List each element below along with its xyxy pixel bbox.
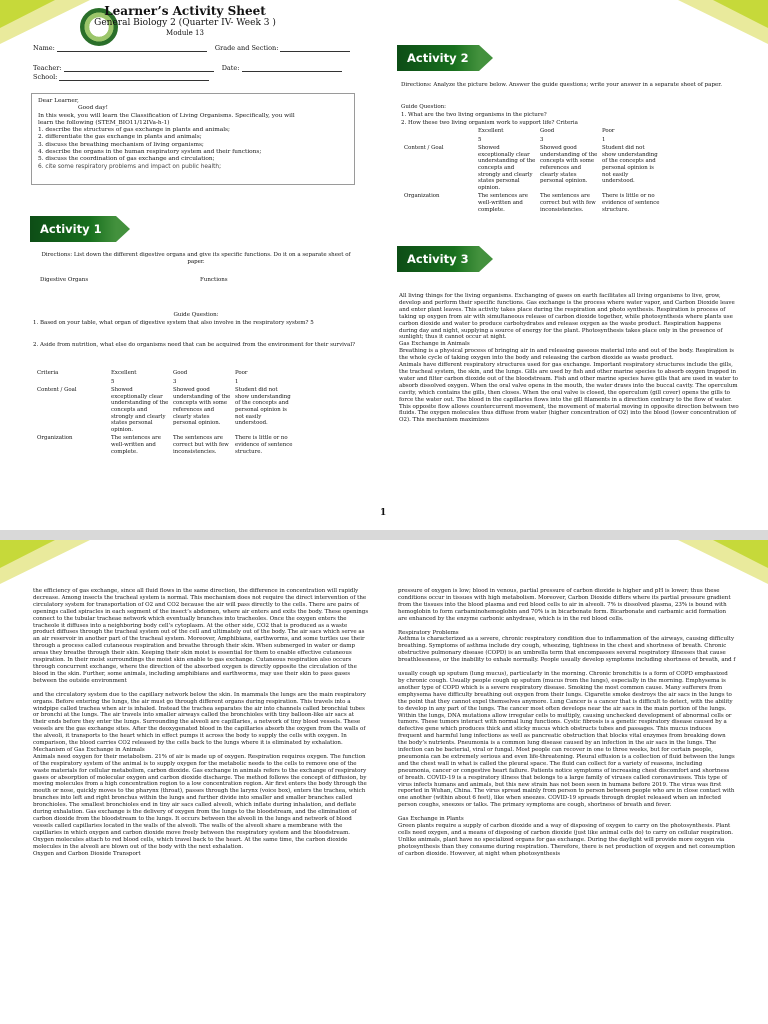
paragraph: and the circulatory system due to the capillary network below the skin. In mammals the lungs are the main respiratory organs. Before entering the lungs, the air must go through different organs during respiration. This travels into a windpipe called trachea when air is inhaled. Instead the trachea separates the air into channels called bronchial tubes or bronchi at the lungs. The air travels into smaller airways called the bronchioles with tiny balloon-like air sacs at their ends before they enter the lungs. Surrounding the alveoli are capillaries, a network of tiny blood vessels. These vessels are the gas exchange sites. After the deoxygenated blood in the capillaries absorb the oxygen from the walls of the alveoli, it transports to the heart which in effect pumps it across the body to supply the cells with oxygen. In comparison, the blood carries CO2 released by the cells back to the lungs where it is eliminated by exhalation. xyxy=(33,691,366,747)
paragraph: pressure of oxygen is low; blood in venous, partial pressure of carbon dioxide is higher and pH is lower; thus these conditions occur in tissues with high metabolism. Moreover, Carbon Dioxide differs where its partial pressure gradient from the tissues into the blood plasma and red blood cells to air in alveoli. 7% is dissolved plasma, 23% is bound with hemoglobin to form carbaminohemoglobin and 70% is in bicarbonate form. Bicarbonate and carbamic acid formation are enhanced by the enzyme carbonic anhydrase, which is in the red blood cells. xyxy=(398,588,731,622)
corner-decoration xyxy=(713,540,768,568)
rubric-score xyxy=(37,379,111,388)
grade-section-line[interactable] xyxy=(280,45,350,52)
activity-3-body xyxy=(399,293,739,424)
intro-line: 6. cite some respiratory problems and impact on public health; xyxy=(38,163,222,170)
school-label: School: xyxy=(33,73,58,81)
rubric-criteria: Content / Goal xyxy=(37,387,77,394)
activity-1-banner xyxy=(30,216,116,242)
activity-2-q1: 1. What are the two living organisms in the picture? xyxy=(401,112,547,118)
rubric-score: 3 xyxy=(540,136,544,143)
rubric-cell: Showed good understanding of the concepts with some references and clearly states personal opinion. xyxy=(540,145,598,185)
intro-letter xyxy=(31,93,355,185)
name-line[interactable] xyxy=(57,45,207,52)
rubric-score xyxy=(404,137,478,146)
rubric-table-1 xyxy=(37,370,297,457)
paragraph: Animals need oxygen for their metabolism. 21% of air is made up of oxygen. Respiration requires oxygen. The function of the respiratory system of the animal is to supply oxygen for the metabolic needs to the cells to remove one of the waste materials for cellular metabolism, carbon dioxide. Gas exchange in animals refers to the exchange of respiratory gases or absorption of molecular oxygen and carbon dioxide discharge. The method follows the concept of diffusion, by moving molecules from a high concentration region to a low concentration region. Air first enters the body through the mouth or nose, quickly moves to the pharynx (throat), passes through the larynx (voice box), enters the trachea, which branches into left and right bronchus within the lungs and further divide into smaller and smaller branches called bronchioles. The smallest bronchioles end in tiny air sacs called alveoli, which inflate during inhalation, and deflate during exhalation. Gas exchange is the delivery of oxygen from the lungs to the bloodstream, and the elimination of carbon dioxide from the bloodstream to the lungs. It occurs between the alveoli in the lungs and network of blood vessels called capillaries located in the walls of the alveoli. The walls of the alveoli share a membrane with the capillaries in which oxygen and carbon dioxide move freely between the respiratory system and the bloodstream. Oxygen molecules attach to red blood cells, which travel back to the heart. At the same time, the carbon dioxide molecules in the alveoli are blown out of the body with the next exhalation. xyxy=(33,753,367,850)
rubric-score: 3 xyxy=(173,378,177,385)
activity-3-banner xyxy=(397,246,479,272)
paragraph: usually cough up sputum (lung mucus), particularly in the morning. Chronic bronchitis is a form of COPD emphasized by chronic cough. Usually people cough up sputum (mucus from the lungs), especially in the morning. Emphysema is another type of COPD which is a severe respiratory disease. Smoking the most common cause. Many sufferers from emphysema have difficulty breathing out oxygen from their lungs. Cigarette smoke destroys the air sacs in the lungs to the point that they cannot expel themselves anymore. Lung Cancer is a cancer that is difficult to detect, with the ability to develop in any part of the lungs. The cancer most often develops near the air sacs in the main portion of the lungs. Within the lungs, DNA mutations allow irregular cells to multiply, causing unchecked development of abnormal cells or tumors. These tumors interact with normal lung functions. Cystic fibrosis is a genetic respiratory disease caused by a defective gene which produces thick and sticky mucus which obstructs tubes and passages. This mucus induces frequent and harmful lung infections as well as pancreatic obstruction that blocks vital enzymes from breaking down the body’s nutrients. Pneumonia is a common lung disease caused by an infection in the air sacs in the lungs. The infection can be bacterial, viral or fungal. Most people can recover in one to three weeks, but for certain people, pneumonia can be extremely serious and even life-threatening. Pleural effusion is a collection of fluid between the lungs and the chest wall in what is called the pleural space. The fluid can collect for a variety of reasons, including pneumonia, cancer or congestive heart failure. Patients notice symptoms of increasing chest discomfort and shortness of breath. COVID-19 is a respiratory illness that belongs to a large family of viruses called coronaviruses. This type of virus infects humans and animals, but this new strain has not been seen in humans before 2019. The virus was first reported in Wuhan, China. The virus spread mainly from person to person between people who are in close contact with one another (within about 6 feet), like when sneezes. COVID-19 spreads through droplet released when an infected person coughs, sneezes or talks. The primary symptoms are cough, shortness of breath and fever. xyxy=(398,671,735,809)
intro-line: 5. discuss the coordination of gas exchange and circulation; xyxy=(38,156,215,163)
activity-1-label: Activity 1 xyxy=(40,222,102,236)
activity-1-directions: Directions: List down the different digestive organs and give its specific functions. Do it on a separate sheet of paper. xyxy=(41,252,351,265)
rubric-cell: Student did not show understanding of the concepts and personal opinion is not easily understood. xyxy=(602,145,658,185)
section-heading: Oxygen and Carbon Dioxide Transport xyxy=(33,850,141,857)
paragraph: Animals have different respiratory structures used for gas exchange. Important respiratory structures include the gills, the tracheal system, the skin, and the lungs. Gills are used by fish and other marine species to absorb oxygen trapped in water and filter carbon dioxide out of the bloodstream. Fish and other marine species have gills that are used in water to absorb dissolved oxygen. When the oral valve opens in the mouth, the water draws into the buccal cavity. The operculum cavity, which contains the gills, then closes. When the oral valve is closed, the operculum (gill cover) opens the gills to force the water out. The blood in the capillaries flows into the gill filaments in a direction contrary to the flow of water. This opposite flow allows countercurrent movement, the movement of material moving in opposite direction between two fluids. The oxygen molecules thus diffuse from water (higher concentration of O2) into the blood (lower concentration of O2). This mechanism maximizes xyxy=(399,362,739,424)
rubric-cell: Showed exceptionally clear understanding of the concepts and strongly and clearly states personal opinion. xyxy=(111,387,169,433)
intro-line: learn the following (STEM_BIO11/12IVa-h-1) xyxy=(38,119,170,126)
intro-line: 4. describe the organs in the human respiratory system and their functions; xyxy=(38,149,262,156)
rubric-cell: Student did not show understanding of the concepts and personal opinion is not easily understood. xyxy=(235,387,291,427)
rubric-cell: There is little or no evidence of sentence structure. xyxy=(235,435,293,455)
activity-1-guide-title: Guide Question: xyxy=(173,312,219,318)
paragraph: All living things for the living organisms. Exchanging of gases on earth facilitates all living organisms to live, grow, develop and perform their specific functions. Gas exchange is the process where water vapor, and Carbon Dioxide leave and enter plant leaves. This activity takes place during the respiration and photo synthesis. Respiration is process of taking up oxygen from air with simultaneous release of carbon dioxide together, while photosynthesis where plants use carbon dioxide and water to produce carbohydrates and release oxygen as the waste product. Respiration happens during day and night, supplying a source of energy for the plant. Photosynthesis takes place only in the presence of sunlight; thus it cannot occur at night. xyxy=(399,293,735,341)
rubric-score: 5 xyxy=(478,136,482,143)
rubric-cell: Showed exceptionally clear understanding of the concepts and strongly and clearly states personal opinion. xyxy=(478,145,536,191)
date-label: Date: xyxy=(221,64,240,72)
page-number: 1 xyxy=(380,508,387,518)
activity-3-label: Activity 3 xyxy=(407,252,469,266)
page-2-left-column xyxy=(33,588,369,857)
rubric-cell: There is little or no evidence of sentence structure. xyxy=(602,193,660,213)
activity-2-label: Activity 2 xyxy=(407,51,469,65)
good-day: Good day! xyxy=(78,105,108,112)
rubric-table-2 xyxy=(404,128,664,215)
rubric-score: 1 xyxy=(602,136,606,143)
rubric-header: Excellent xyxy=(478,128,504,134)
intro-line: In this week, you will learn the Classification of Living Organisms. Specifically, you will xyxy=(38,112,295,119)
teacher-line[interactable] xyxy=(64,65,214,72)
rubric-criteria: Content / Goal xyxy=(404,145,444,152)
intro-line: 1. describe the structures of gas exchange in plants and animals; xyxy=(38,127,230,134)
activity-1-q1: 1. Based on your table, what organ of digestive system that also involve in the respiratory system? 5 xyxy=(33,320,314,326)
paragraph: the efficiency of gas exchange, since all fluid flows in the same direction, the difference in concentration will rapidly decrease. Among insects the tracheal system is normal. This mechanism does not require the direct intervention of the circulatory system for transportation of O2 and CO2 because the air will pass directly to the cells. There are pairs of openings called spiracles in each segment of the insect’s abdomen, where air enters and exits the body. These openings connect to the tubular tracheae network which eventually branches into tracheoles. Once the oxygen enters the tracheole it diffuses into a neighboring body cell’s cytoplasm. At the other side, CO2 that is produced as a waste product diffuses through the tracheal system out of the cell and ultimately out of the body. The air sacs which serve as an air reservoir in another part of the tracheal system. Moreover, Amphibians, earthworms, and some turtles use their through a process called cutaneous respiration and breathe through their skin. When submerged in water or damp areas they breathe through their skin. Keeping their skin moist is essential for them to enable effective cutaneous respiration. In their moist surroundings the moist skin enable to gas exchange. Cutaneous respiration also occurs through concurrent exchange, where the direction of the absorbed oxygen is directly opposite the circulation of the blood in the skin. Further, some animals, including amphibians and earthworms, may use their skin to pass gases between the outside environment xyxy=(33,588,369,684)
col-functions: Functions xyxy=(200,277,228,283)
teacher-label: Teacher: xyxy=(33,64,62,72)
paragraph: Green plants require a supply of carbon dioxide and a way of disposing of oxygen to carry on the photosynthesis. Plant cells need oxygen, and a means of disposing of carbon dioxide (just like animal cells do) to carry on cellular respiration. Unlike animals, plant have no specialized organs for gas exchange. During the daylight will provide more oxygen via photosynthesis than they consume during respiration. Therefore, there is net production of oxygen and net consumption of carbon dioxide. However, at night when photosynthesis xyxy=(398,823,736,857)
activity-2-banner xyxy=(397,45,479,71)
module-label: Module 13 xyxy=(166,29,204,37)
sheet-title: Learner’s Activity Sheet xyxy=(104,4,266,18)
name-label: Name: xyxy=(33,44,55,52)
activity-1-q2: 2. Aside from nutrition, what else do organisms need that can be acquired from the environment for their survival? xyxy=(33,342,356,348)
date-line[interactable] xyxy=(242,65,342,72)
name-field[interactable] xyxy=(33,44,350,52)
rubric-header: Poor xyxy=(602,128,615,134)
rubric-cell: The sentences are correct but with few inconsistencies. xyxy=(173,435,229,455)
rubric-cell: The sentences are correct but with few inconsistencies. xyxy=(540,193,596,213)
rubric-header xyxy=(404,128,478,137)
section-heading: Gas Exchange in Animals xyxy=(399,341,470,348)
paragraph: Asthma is characterized as a severe, chronic respiratory condition due to inflammation of the airways, causing difficulty breathing. Symptoms of asthma include dry cough, wheezing, tightness in the chest and shortness of breath. Chronic obstructive pulmonary disease (COPD) is an umbrella term that encompasses several respiratory illnesses that cause breathlessness, or the inability to exhale normally. People usually develop symptoms including shortness of breath, and f xyxy=(398,636,736,664)
corner-decoration xyxy=(0,540,55,568)
sheet-subtitle: General Biology 2 (Quarter IV- Week 3 ) xyxy=(94,18,276,28)
school-line[interactable] xyxy=(59,74,209,81)
greeting: Dear Learner, xyxy=(38,98,79,104)
rubric-header: Excellent xyxy=(111,370,137,376)
col-digestive-organs: Digestive Organs xyxy=(40,277,89,283)
section-heading: Mechanism of Gas Exchange in Animals xyxy=(33,746,145,753)
intro-line: 3. discuss the breathing mechanism of living organisms; xyxy=(38,141,204,148)
intro-line: 2. differentiate the gas exchange in plants and animals; xyxy=(38,134,202,141)
sheet-header xyxy=(0,4,370,38)
activity-2-guide-title: Guide Question: xyxy=(401,104,447,110)
corner-decoration xyxy=(713,0,768,28)
school-field[interactable] xyxy=(33,73,209,81)
activity-2-directions: Directions: Analyze the picture below. Answer the guide questions; write your answer in a separate sheet of paper. xyxy=(401,82,722,88)
section-heading: Gas Exchange in Plants xyxy=(398,816,464,823)
section-heading: Respiratory Problems xyxy=(398,629,459,636)
rubric-score: 5 xyxy=(111,378,115,385)
rubric-criteria: Organization xyxy=(404,193,440,200)
rubric-cell: The sentences are well-written and complete. xyxy=(478,193,528,213)
page-2 xyxy=(0,540,768,1024)
rubric-header: Good xyxy=(173,370,188,376)
rubric-header: Criteria xyxy=(37,370,59,376)
rubric-header: Good xyxy=(540,128,555,134)
rubric-cell: The sentences are well-written and complete. xyxy=(111,435,161,455)
rubric-score: 1 xyxy=(235,378,239,385)
rubric-criteria: Organization xyxy=(37,435,73,442)
page-2-right-column xyxy=(398,588,736,858)
paragraph: Breathing is a physical process of bringing air in and releasing gaseous material into and out of the body. Respiration is the whole cycle of taking oxygen into the body and releasing the carbon dioxide as waste product. xyxy=(399,348,735,362)
grade-section-label: Grade and Section: xyxy=(214,44,279,52)
rubric-header: Poor xyxy=(235,370,248,376)
teacher-field[interactable] xyxy=(33,64,342,72)
rubric-cell: Showed good understanding of the concepts with some references and clearly states personal opinion. xyxy=(173,387,231,427)
activity-2-q2: 2. How these two living organism work to support life? Criteria xyxy=(401,120,578,126)
